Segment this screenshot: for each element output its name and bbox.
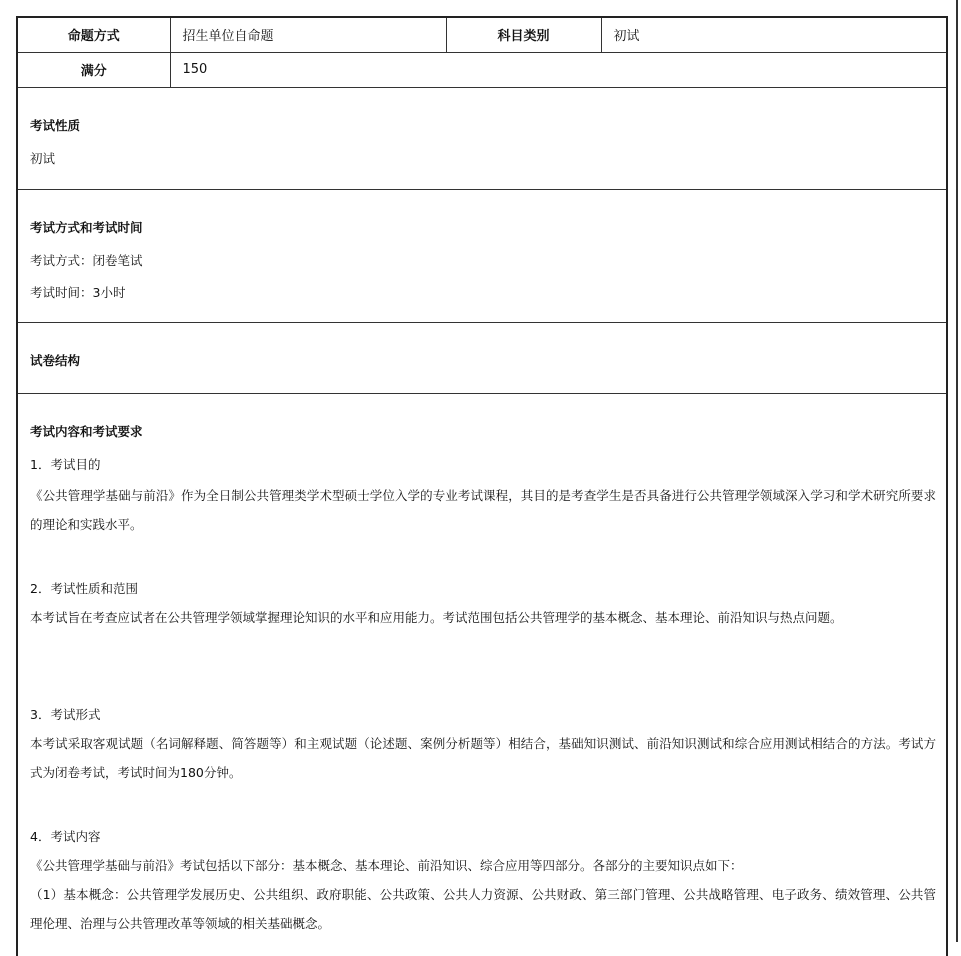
full-score-value: 150: [170, 52, 946, 87]
full-score-label: 满分: [18, 52, 170, 87]
paper-structure-section: [18, 323, 946, 394]
page-edge: [956, 0, 958, 942]
exam-form-text: 本考试采取客观试题（名词解释题、简答题等）和主观试题（论述题、案例分析题等）相结合，基础知识测试、前沿知识测试和综合应用测试相结合的方法。考试方式为闭卷考试，考试时间为180分钟。: [30, 735, 936, 780]
subject-category-label: 科目类别: [446, 18, 601, 52]
exam-method-text: 考试方式：闭卷笔试: [30, 252, 143, 268]
exam-nature-section: [18, 88, 946, 190]
exam-form-heading: 3．考试形式: [30, 706, 101, 722]
question-mode-value: 招生单位自命题: [170, 18, 446, 52]
exam-nature-text: 初试: [30, 150, 56, 166]
info-row-2: [18, 52, 946, 87]
exam-method-section: [18, 190, 946, 323]
purpose-text: 《公共管理学基础与前沿》作为全日制公共管理类学术型硕士学位入学的专业考试课程，其目的是考查学生是否具备进行公共管理学领域深入学习和学术研究所要求的理论和实践水平。: [30, 487, 936, 532]
info-row-1: [18, 18, 946, 52]
exam-nature-title: 考试性质: [30, 117, 81, 133]
paper-structure-title: 试卷结构: [30, 352, 81, 368]
content-requirements-section: [18, 394, 946, 954]
exam-content-basic-concepts: （1）基本概念：公共管理学发展历史、公共组织、政府职能、公共政策、公共人力资源、公共财政、第三部门管理、公共战略管理、电子政务、绩效管理、公共管理伦理、治理与公共管理改革等领域的相关基础概念。: [30, 886, 936, 931]
nature-scope-text: 本考试旨在考查应试者在公共管理学领域掌握理论知识的水平和应用能力。考试范围包括公共管理学的基本概念、基本理论、前沿知识与热点问题。: [30, 609, 843, 625]
exam-syllabus-document: [16, 16, 948, 956]
exam-method-title: 考试方式和考试时间: [30, 219, 143, 235]
nature-scope-heading: 2．考试性质和范围: [30, 580, 138, 596]
content-requirements-title: 考试内容和考试要求: [30, 423, 143, 439]
subject-category-value: 初试: [601, 18, 946, 52]
question-mode-label: 命题方式: [18, 18, 170, 52]
exam-time-text: 考试时间：3小时: [30, 284, 126, 300]
info-table: [18, 18, 946, 88]
exam-content-heading: 4．考试内容: [30, 828, 101, 844]
exam-content-text: 《公共管理学基础与前沿》考试包括以下部分：基本概念、基本理论、前沿知识、综合应用等四部分。各部分的主要知识点如下：: [30, 857, 743, 873]
purpose-heading: 1．考试目的: [30, 456, 101, 472]
